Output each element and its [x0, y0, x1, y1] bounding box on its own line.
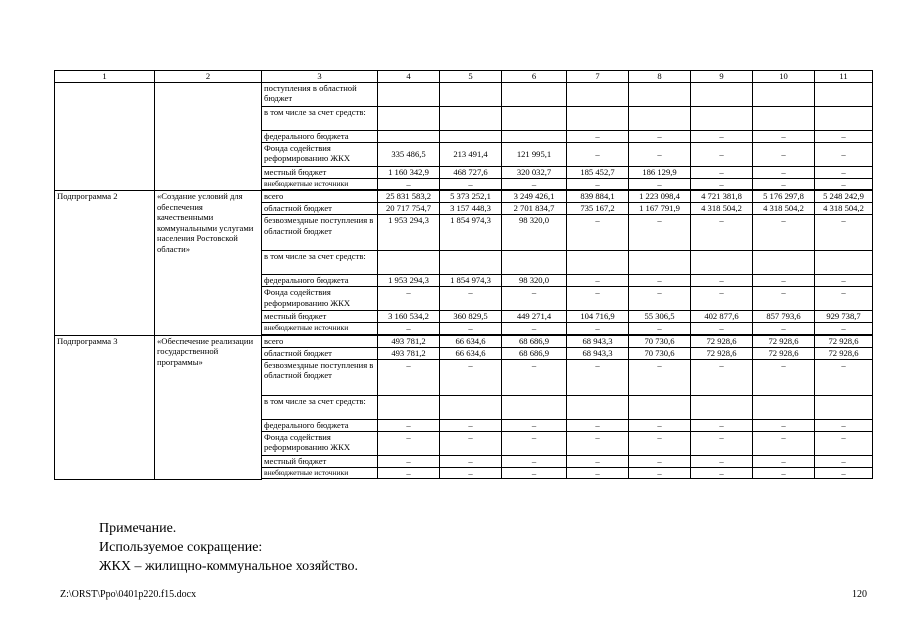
value-cell: 68 943,3	[567, 347, 629, 359]
value-cell: –	[691, 359, 753, 395]
subprogram-3-title: «Обеспечение реализации государственной программы»	[155, 335, 262, 479]
footer-file-path: Z:\ORST\Ppo\0401p220.f15.docx	[60, 589, 197, 600]
empty-cell	[440, 106, 502, 130]
empty-cell	[567, 251, 629, 275]
col-header: 9	[691, 71, 753, 83]
value-cell: 2 701 834,7	[502, 203, 567, 215]
table-row	[55, 335, 873, 347]
source-label: Фонда содействия реформированию ЖКХ	[262, 431, 378, 455]
source-label: федерального бюджета	[262, 130, 378, 142]
value-cell: –	[567, 323, 629, 335]
empty-cell	[815, 251, 873, 275]
col-header: 1	[55, 71, 155, 83]
value-cell: –	[629, 455, 691, 467]
value-cell: –	[440, 359, 502, 395]
value-cell: 72 928,6	[691, 335, 753, 347]
source-label: местный бюджет	[262, 166, 378, 178]
program-title-cell-empty	[155, 82, 262, 191]
value-cell: 25 831 583,2	[378, 191, 440, 203]
empty-cell	[378, 82, 440, 106]
col-header: 8	[629, 71, 691, 83]
empty-cell	[629, 82, 691, 106]
value-cell: –	[691, 178, 753, 190]
value-cell: 68 943,3	[567, 335, 629, 347]
value-cell: 735 167,2	[567, 203, 629, 215]
source-label: местный бюджет	[262, 455, 378, 467]
value-cell: –	[378, 431, 440, 455]
value-cell: 70 730,6	[629, 347, 691, 359]
value-cell: –	[753, 142, 815, 166]
value-cell: –	[753, 323, 815, 335]
value-cell: –	[378, 467, 440, 479]
value-cell: 72 928,6	[815, 335, 873, 347]
value-cell: 1 953 294,3	[378, 275, 440, 287]
value-cell: 4 318 504,2	[753, 203, 815, 215]
value-cell: 1 953 294,3	[378, 215, 440, 251]
value-cell: 929 738,7	[815, 311, 873, 323]
value-cell: –	[378, 178, 440, 190]
subprogram-3-name: Подпрограмма 3	[55, 335, 155, 479]
value-cell: 4 318 504,2	[691, 203, 753, 215]
value-cell: –	[815, 467, 873, 479]
value-cell: 839 884,1	[567, 191, 629, 203]
value-cell: –	[629, 178, 691, 190]
empty-cell	[502, 106, 567, 130]
value-cell: –	[502, 178, 567, 190]
empty-cell	[502, 251, 567, 275]
value-cell: 857 793,6	[753, 311, 815, 323]
col-header: 4	[378, 71, 440, 83]
value-cell: 3 249 426,1	[502, 191, 567, 203]
empty-cell	[502, 130, 567, 142]
value-cell: 121 995,1	[502, 142, 567, 166]
value-cell: –	[815, 287, 873, 311]
value-cell: 5 373 252,1	[440, 191, 502, 203]
empty-cell	[815, 106, 873, 130]
budget-table	[54, 70, 873, 480]
source-label: безвозмездные поступления в областной бюджет	[262, 359, 378, 395]
empty-cell	[502, 395, 567, 419]
value-cell: 1 854 974,3	[440, 215, 502, 251]
empty-cell	[629, 106, 691, 130]
value-cell: –	[378, 287, 440, 311]
value-cell: 68 686,9	[502, 335, 567, 347]
value-cell: –	[629, 142, 691, 166]
value-cell: –	[567, 178, 629, 190]
value-cell: 72 928,6	[691, 347, 753, 359]
value-cell: 4 721 381,8	[691, 191, 753, 203]
value-cell: –	[815, 359, 873, 395]
value-cell: 213 491,4	[440, 142, 502, 166]
value-cell: –	[502, 359, 567, 395]
value-cell: –	[691, 142, 753, 166]
value-cell: –	[567, 359, 629, 395]
value-cell: –	[502, 467, 567, 479]
value-cell: –	[753, 419, 815, 431]
source-label: федерального бюджета	[262, 275, 378, 287]
value-cell: 493 781,2	[378, 347, 440, 359]
value-cell: –	[691, 166, 753, 178]
value-cell: –	[691, 287, 753, 311]
empty-cell	[691, 251, 753, 275]
empty-cell	[691, 106, 753, 130]
source-label: всего	[262, 191, 378, 203]
value-cell: –	[753, 467, 815, 479]
value-cell: –	[629, 130, 691, 142]
value-cell: –	[753, 130, 815, 142]
value-cell: –	[567, 455, 629, 467]
value-cell: –	[815, 275, 873, 287]
source-label: Фонда содействия реформированию ЖКХ	[262, 142, 378, 166]
empty-cell	[440, 395, 502, 419]
value-cell: –	[815, 455, 873, 467]
note-abbrev-definition: ЖКХ – жилищно-коммунальное хозяйство.	[99, 559, 358, 574]
empty-cell	[378, 251, 440, 275]
program-cell-empty	[55, 82, 155, 191]
value-cell: 72 928,6	[753, 335, 815, 347]
empty-cell	[753, 82, 815, 106]
value-cell: –	[567, 467, 629, 479]
value-cell: 72 928,6	[815, 347, 873, 359]
value-cell: –	[567, 142, 629, 166]
value-cell: –	[440, 323, 502, 335]
value-cell: –	[753, 455, 815, 467]
value-cell: –	[753, 359, 815, 395]
source-label: безвозмездные поступления в областной бюджет	[262, 215, 378, 251]
value-cell: –	[378, 419, 440, 431]
empty-cell	[567, 106, 629, 130]
source-label: внебюджетные источники	[262, 178, 378, 190]
value-cell: –	[691, 215, 753, 251]
value-cell: –	[440, 431, 502, 455]
value-cell: –	[440, 467, 502, 479]
value-cell: 55 306,5	[629, 311, 691, 323]
value-cell: –	[815, 419, 873, 431]
value-cell: 468 727,6	[440, 166, 502, 178]
value-cell: 186 129,9	[629, 166, 691, 178]
col-header: 11	[815, 71, 873, 83]
source-label: всего	[262, 335, 378, 347]
value-cell: 66 634,6	[440, 347, 502, 359]
table-header-row	[55, 71, 873, 83]
value-cell: –	[753, 275, 815, 287]
value-cell: –	[753, 166, 815, 178]
value-cell: 1 854 974,3	[440, 275, 502, 287]
value-cell: –	[815, 215, 873, 251]
empty-cell	[378, 130, 440, 142]
value-cell: 3 160 534,2	[378, 311, 440, 323]
value-cell: –	[691, 467, 753, 479]
value-cell: –	[378, 455, 440, 467]
value-cell: 185 452,7	[567, 166, 629, 178]
source-label: федерального бюджета	[262, 419, 378, 431]
table-row	[55, 82, 873, 106]
note-abbrev-heading: Используемое сокращение:	[99, 540, 263, 555]
table-row	[55, 191, 873, 203]
empty-cell	[440, 130, 502, 142]
empty-cell	[502, 82, 567, 106]
empty-cell	[567, 82, 629, 106]
value-cell: 70 730,6	[629, 335, 691, 347]
value-cell: –	[502, 287, 567, 311]
value-cell: –	[753, 287, 815, 311]
value-cell: –	[629, 287, 691, 311]
col-header: 5	[440, 71, 502, 83]
value-cell: –	[629, 419, 691, 431]
value-cell: –	[567, 130, 629, 142]
subprogram-2-title: «Создание условий для обеспечения качественными коммунальными услугами населения Ростовской области»	[155, 191, 262, 336]
value-cell: –	[815, 431, 873, 455]
empty-cell	[567, 395, 629, 419]
value-cell: 335 486,5	[378, 142, 440, 166]
value-cell: –	[691, 130, 753, 142]
source-label: внебюджетные источники	[262, 323, 378, 335]
note-heading: Примечание.	[99, 521, 177, 536]
value-cell: 402 877,6	[691, 311, 753, 323]
value-cell: 1 160 342,9	[378, 166, 440, 178]
value-cell: –	[629, 323, 691, 335]
col-header: 2	[155, 71, 262, 83]
empty-cell	[629, 251, 691, 275]
value-cell: –	[629, 431, 691, 455]
col-header: 10	[753, 71, 815, 83]
source-label: внебюджетные источники	[262, 467, 378, 479]
col-header: 3	[262, 71, 378, 83]
value-cell: 72 928,6	[753, 347, 815, 359]
value-cell: 1 167 791,9	[629, 203, 691, 215]
value-cell: –	[440, 287, 502, 311]
empty-cell	[753, 395, 815, 419]
value-cell: 98 320,0	[502, 215, 567, 251]
value-cell: –	[691, 455, 753, 467]
value-cell: 66 634,6	[440, 335, 502, 347]
empty-cell	[753, 251, 815, 275]
value-cell: –	[567, 215, 629, 251]
value-cell: –	[629, 215, 691, 251]
value-cell: –	[378, 359, 440, 395]
value-cell: 5 176 297,8	[753, 191, 815, 203]
value-cell: 20 717 754,7	[378, 203, 440, 215]
empty-cell	[753, 106, 815, 130]
value-cell: –	[567, 431, 629, 455]
source-label: в том числе за счет средств:	[262, 395, 378, 419]
empty-cell	[691, 82, 753, 106]
value-cell: –	[753, 178, 815, 190]
value-cell: –	[815, 142, 873, 166]
source-label: Фонда содействия реформированию ЖКХ	[262, 287, 378, 311]
value-cell: –	[567, 419, 629, 431]
col-header: 6	[502, 71, 567, 83]
source-label: в том числе за счет средств:	[262, 251, 378, 275]
value-cell: –	[691, 419, 753, 431]
value-cell: –	[502, 431, 567, 455]
value-cell: –	[815, 130, 873, 142]
empty-cell	[629, 395, 691, 419]
empty-cell	[815, 82, 873, 106]
value-cell: –	[629, 275, 691, 287]
value-cell: –	[378, 323, 440, 335]
value-cell: 493 781,2	[378, 335, 440, 347]
value-cell: 3 157 448,3	[440, 203, 502, 215]
source-label: местный бюджет	[262, 311, 378, 323]
source-label: областной бюджет	[262, 347, 378, 359]
col-header: 7	[567, 71, 629, 83]
value-cell: –	[691, 275, 753, 287]
value-cell: –	[753, 215, 815, 251]
value-cell: 5 248 242,9	[815, 191, 873, 203]
value-cell: 320 032,7	[502, 166, 567, 178]
value-cell: –	[629, 467, 691, 479]
value-cell: 360 829,5	[440, 311, 502, 323]
source-label: в том числе за счет средств:	[262, 106, 378, 130]
value-cell: 104 716,9	[567, 311, 629, 323]
page-number: 120	[852, 589, 867, 600]
source-label: поступления в областной бюджет	[262, 82, 378, 106]
value-cell: 449 271,4	[502, 311, 567, 323]
value-cell: –	[815, 166, 873, 178]
value-cell: –	[567, 287, 629, 311]
empty-cell	[262, 479, 873, 480]
value-cell: –	[440, 455, 502, 467]
value-cell: –	[815, 323, 873, 335]
value-cell: 4 318 504,2	[815, 203, 873, 215]
empty-cell	[378, 106, 440, 130]
empty-cell	[691, 395, 753, 419]
empty-cell	[815, 395, 873, 419]
value-cell: –	[691, 323, 753, 335]
source-label: областной бюджет	[262, 203, 378, 215]
value-cell: 98 320,0	[502, 275, 567, 287]
value-cell: –	[567, 275, 629, 287]
value-cell: –	[815, 178, 873, 190]
empty-cell	[440, 82, 502, 106]
empty-cell	[440, 251, 502, 275]
subprogram-2-name: Подпрограмма 2	[55, 191, 155, 336]
empty-cell	[378, 395, 440, 419]
value-cell: –	[691, 431, 753, 455]
value-cell: –	[440, 419, 502, 431]
value-cell: 68 686,9	[502, 347, 567, 359]
value-cell: –	[502, 455, 567, 467]
value-cell: –	[440, 178, 502, 190]
value-cell: –	[629, 359, 691, 395]
value-cell: –	[502, 419, 567, 431]
value-cell: –	[502, 323, 567, 335]
value-cell: –	[753, 431, 815, 455]
value-cell: 1 223 098,4	[629, 191, 691, 203]
